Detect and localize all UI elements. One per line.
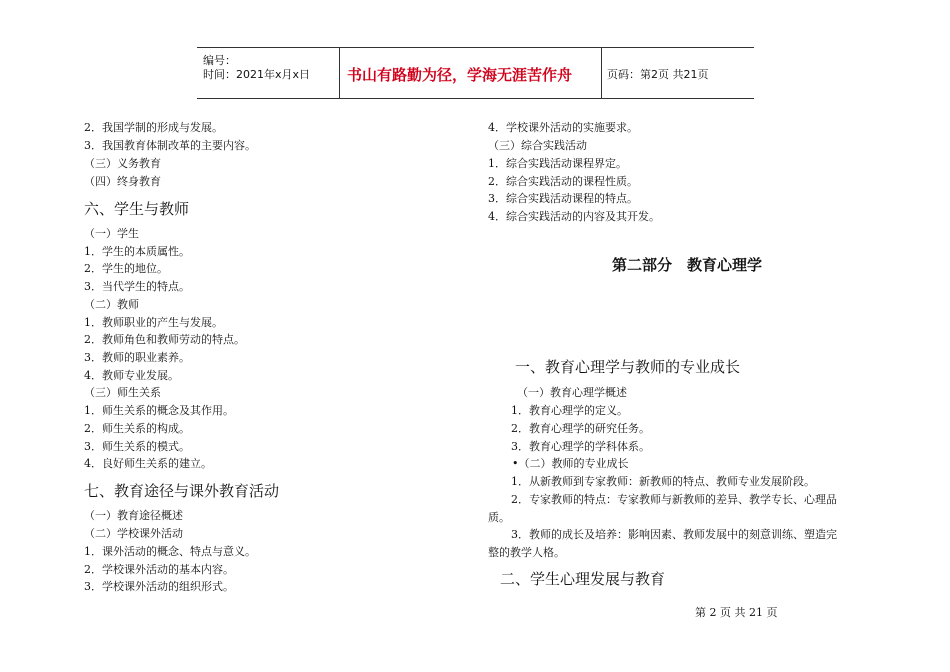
list-item: 3．学校课外活动的组织形式。 — [84, 580, 234, 593]
list-item: （一）学生 — [84, 227, 139, 240]
header-divider — [339, 48, 340, 98]
list-item: 1．师生关系的概念及其作用。 — [84, 404, 234, 417]
list-item: 1．教师职业的产生与发展。 — [84, 316, 223, 329]
list-item: （三）综合实践活动 — [488, 139, 587, 152]
list-item: 2．师生关系的构成。 — [84, 422, 190, 435]
section-heading: 六、学生与教师 — [84, 200, 190, 218]
list-item: （一）教育途径概述 — [84, 509, 183, 522]
list-item: （四）终身教育 — [84, 175, 161, 188]
list-item: 3．综合实践活动课程的特点。 — [488, 192, 638, 205]
list-item: 2．学生的地位。 — [84, 262, 168, 275]
list-item: 3．师生关系的模式。 — [84, 440, 190, 453]
part-title: 第二部分 教育心理学 — [612, 256, 763, 274]
list-item: 3．教师的职业素养。 — [84, 351, 190, 364]
list-item: 2．专家教师的特点：专家教师与新教师的差异、教学专长、心理品 — [511, 493, 837, 506]
list-item: （二）学校课外活动 — [84, 527, 183, 540]
list-item: 2．教师角色和教师劳动的特点。 — [84, 333, 245, 346]
list-item: 质。 — [488, 511, 510, 524]
page-header — [197, 47, 754, 99]
page-footer: 第 2 页 共 21 页 — [695, 606, 778, 619]
list-item: （三）师生关系 — [84, 386, 161, 399]
list-item: 4．综合实践活动的内容及其开发。 — [488, 210, 660, 223]
list-item: 1．从新教师到专家教师：新教师的特点、教师专业发展阶段。 — [511, 475, 815, 488]
list-item: （一）教育心理学概述 — [517, 386, 627, 399]
list-item: 3．当代学生的特点。 — [84, 280, 190, 293]
section-heading: 一、教育心理学与教师的专业成长 — [515, 358, 741, 376]
list-item: 整的教学人格。 — [488, 546, 565, 559]
list-item: 3．我国教育体制改革的主要内容。 — [84, 139, 256, 152]
list-item: 2．教育心理学的研究任务。 — [511, 422, 650, 435]
list-item: 1．教育心理学的定义。 — [511, 404, 628, 417]
time-label: 时间：2021年x月x日 — [203, 68, 311, 81]
list-item: （三）义务教育 — [84, 157, 161, 170]
list-item: 4．学校课外活动的实施要求。 — [488, 121, 638, 134]
header-meta — [197, 48, 339, 98]
section-heading: 二、学生心理发展与教育 — [500, 570, 666, 588]
list-item: 3．教育心理学的学科体系。 — [511, 440, 650, 453]
list-item: 1．学生的本质属性。 — [84, 245, 190, 258]
page-label: 页码：第2页 共21页 — [607, 68, 709, 81]
list-item: 4．良好师生关系的建立。 — [84, 457, 212, 470]
section-heading: 七、教育途径与课外教育活动 — [84, 482, 280, 500]
header-motto: 书山有路勤为径，学海无涯苦作舟 — [347, 66, 573, 84]
list-item: 2．我国学制的形成与发展。 — [84, 121, 223, 134]
list-item: 3．教师的成长及培养：影响因素、教师发展中的刻意训练、塑造完 — [511, 528, 837, 541]
list-item: 1．课外活动的概念、特点与意义。 — [84, 545, 256, 558]
list-item: 1．综合实践活动课程界定。 — [488, 157, 627, 170]
list-item: 2．学校课外活动的基本内容。 — [84, 563, 234, 576]
list-item: 4．教师专业发展。 — [84, 369, 179, 382]
list-item: •（二）教师的专业成长 — [512, 457, 629, 470]
list-item: （二）教师 — [84, 298, 139, 311]
header-divider — [601, 48, 602, 98]
list-item: 2．综合实践活动的课程性质。 — [488, 175, 638, 188]
number-label: 编号： — [203, 54, 236, 67]
